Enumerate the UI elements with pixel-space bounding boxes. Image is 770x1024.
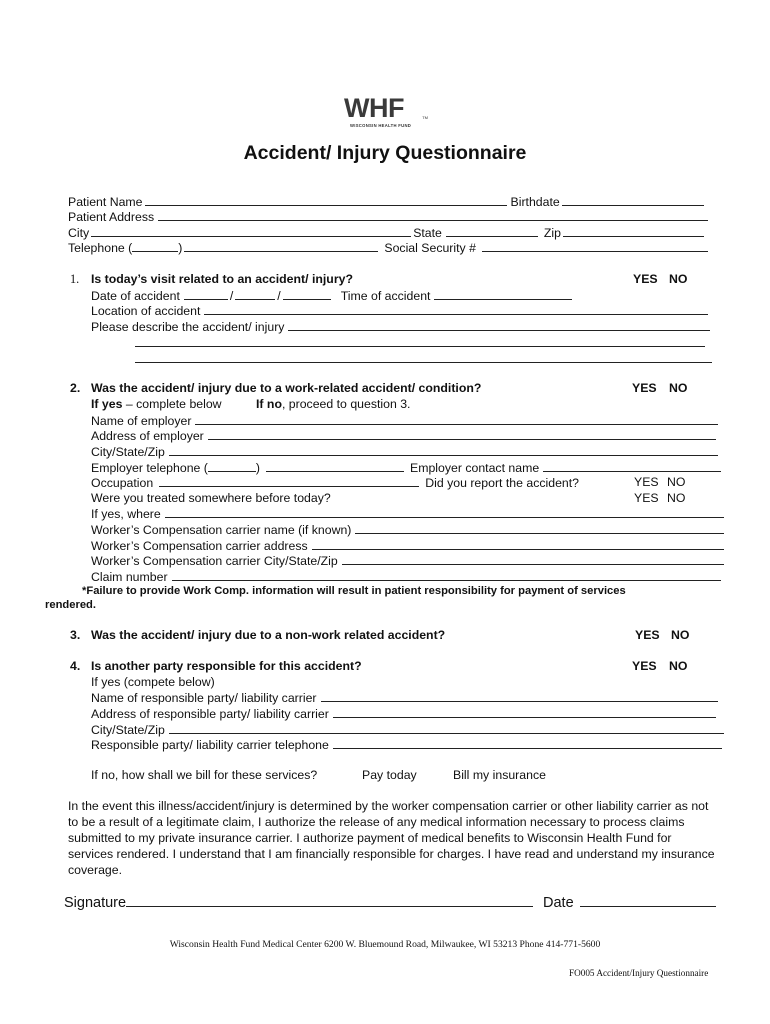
location-field[interactable]	[204, 303, 708, 315]
q2-instructions	[91, 397, 222, 412]
signature-date-label: Date	[543, 895, 574, 911]
q4-no[interactable]: NO	[669, 659, 688, 673]
employer-tel-field[interactable]	[266, 460, 404, 472]
party-address-row	[91, 706, 716, 722]
employer-telephone-row	[91, 460, 721, 476]
employer-name-field[interactable]	[195, 413, 718, 425]
time-of-accident-field[interactable]	[434, 288, 572, 300]
telephone-row	[68, 240, 708, 256]
telephone-paren: )	[178, 241, 183, 255]
q3-yes[interactable]: YES	[635, 628, 660, 642]
patient-name-row	[68, 194, 704, 210]
describe-field[interactable]	[288, 319, 710, 331]
carrier-name-row	[91, 522, 724, 538]
claim-number-row	[91, 569, 721, 585]
report-accident-question: Did you report the accident?	[425, 476, 580, 490]
whf-logo	[344, 93, 428, 131]
q1-number: 1.	[70, 272, 80, 286]
treated-where-row	[91, 506, 724, 522]
time-of-accident-label: Time of accident	[340, 289, 431, 303]
patient-address-label: Patient Address	[68, 210, 155, 224]
claim-number-label: Claim number	[91, 570, 168, 584]
employer-name-label: Name of employer	[91, 414, 192, 428]
treated-no[interactable]: NO	[667, 491, 686, 505]
q1-location-row	[91, 303, 708, 319]
report-no[interactable]: NO	[667, 475, 686, 489]
q2-no[interactable]: NO	[669, 381, 688, 395]
occupation-label: Occupation	[91, 476, 154, 490]
telephone-area-field[interactable]	[132, 240, 178, 252]
employer-telephone-label: Employer telephone (	[91, 461, 208, 475]
signature-field[interactable]	[126, 893, 533, 907]
city-field[interactable]	[91, 225, 411, 237]
treated-where-label: If yes, where	[91, 507, 161, 521]
party-telephone-field[interactable]	[333, 737, 722, 749]
signature-date-row	[543, 893, 718, 912]
party-address-field[interactable]	[333, 706, 716, 718]
describe-line-2[interactable]	[135, 346, 705, 347]
q1-question: Is today’s visit related to an accident/ injury?	[91, 272, 353, 286]
carrier-address-field[interactable]	[312, 538, 724, 550]
zip-label: Zip	[543, 226, 561, 240]
claim-number-field[interactable]	[172, 569, 721, 581]
employer-address-label: Address of employer	[91, 429, 204, 443]
ssn-field[interactable]	[482, 240, 708, 252]
state-label: State	[413, 226, 442, 240]
employer-address-row	[91, 428, 716, 444]
employer-address-field[interactable]	[208, 428, 716, 440]
employer-contact-field[interactable]	[543, 460, 721, 472]
q2-if-yes: If yes	[91, 397, 123, 411]
party-csz-field[interactable]	[169, 722, 724, 734]
work-comp-warning: *Failure to provide Work Comp. information will result in patient responsibility for payment of services	[82, 585, 626, 597]
form-id: FO005 Accident/Injury Questionnaire	[569, 968, 709, 978]
carrier-csz-label: Worker’s Compensation carrier City/State/Zip	[91, 554, 338, 568]
birthdate-label: Birthdate	[510, 195, 560, 209]
employer-csz-row	[91, 444, 718, 460]
carrier-csz-field[interactable]	[342, 553, 724, 565]
city-label: City	[68, 226, 90, 240]
party-csz-row	[91, 722, 724, 738]
treated-before-question: Were you treated somewhere before today?	[91, 491, 331, 505]
logo-wordmark: WHF	[344, 93, 404, 123]
patient-address-field[interactable]	[158, 209, 708, 221]
ssn-label: Social Security #	[384, 241, 476, 255]
signature-label: Signature	[64, 895, 127, 911]
patient-name-field[interactable]	[145, 194, 507, 206]
telephone-field[interactable]	[184, 240, 378, 252]
treated-where-field[interactable]	[165, 506, 724, 518]
q1-yes[interactable]: YES	[633, 272, 658, 286]
q1-describe-row	[91, 319, 710, 335]
date-slash: /	[277, 289, 281, 303]
q2-if-no-rest: , proceed to question 3.	[281, 397, 411, 411]
q1-date-row	[91, 288, 574, 304]
city-state-zip-row	[68, 225, 704, 241]
report-yes[interactable]: YES	[634, 475, 659, 489]
location-label: Location of accident	[91, 304, 201, 318]
q4-yes[interactable]: YES	[632, 659, 657, 673]
billing-question: If no, how shall we bill for these services?	[91, 768, 318, 782]
q4-number: 4.	[70, 659, 81, 673]
accident-day-field[interactable]	[235, 288, 275, 300]
logo-trademark: TM	[422, 115, 428, 120]
q2-number: 2.	[70, 381, 81, 395]
employer-name-row	[91, 413, 718, 429]
q2-question: Was the accident/ injury due to a work-related accident/ condition?	[91, 381, 482, 395]
party-telephone-label: Responsible party/ liability carrier telephone	[91, 738, 329, 752]
occupation-field[interactable]	[159, 475, 419, 487]
page-title: Accident/ Injury Questionnaire	[243, 142, 527, 164]
carrier-address-row	[91, 538, 724, 554]
signature-row	[64, 893, 535, 912]
accident-year-field[interactable]	[283, 288, 331, 300]
logo-subtitle: WISCONSIN HEALTH FUND	[350, 123, 412, 128]
party-address-label: Address of responsible party/ liability carrier	[91, 707, 329, 721]
party-name-label: Name of responsible party/ liability carrier	[91, 691, 317, 705]
q2-if-no-instruction	[256, 397, 410, 412]
work-comp-warning-cont: rendered.	[45, 599, 96, 611]
q2-yes[interactable]: YES	[632, 381, 657, 395]
employer-tel-paren: )	[255, 461, 260, 475]
occupation-row	[91, 475, 579, 491]
q3-number: 3.	[70, 628, 81, 642]
signature-date-field[interactable]	[580, 893, 716, 907]
carrier-name-label: Worker’s Compensation carrier name (if known)	[91, 523, 352, 537]
birthdate-field[interactable]	[562, 194, 704, 206]
party-csz-label: City/State/Zip	[91, 723, 165, 737]
describe-label: Please describe the accident/ injury	[91, 320, 285, 334]
zip-field[interactable]	[563, 225, 704, 237]
telephone-label: Telephone (	[68, 241, 133, 255]
bill-insurance-option[interactable]: Bill my insurance	[453, 768, 546, 782]
patient-name-label: Patient Name	[68, 195, 143, 209]
q3-question: Was the accident/ injury due to a non-work related accident?	[91, 628, 446, 642]
patient-address-row	[68, 209, 708, 225]
date-slash: /	[229, 289, 234, 303]
employer-csz-label: City/State/Zip	[91, 445, 165, 459]
q4-if-yes: If yes (compete below)	[91, 675, 215, 689]
q2-if-no: If no	[256, 397, 282, 411]
accident-month-field[interactable]	[184, 288, 228, 300]
q3-no[interactable]: NO	[671, 628, 690, 642]
carrier-csz-row	[91, 553, 724, 569]
describe-line-3[interactable]	[135, 362, 712, 363]
q2-if-yes-rest: – complete below	[122, 397, 222, 411]
authorization-statement: In the event this illness/accident/injury is determined by the worker compensation carrier or other liability carrier as not to be a result of a legitimate claim, I authorize the release of any medical information necessary to process claims submitted to my private insurance carrier. I authorize payment of medical benefits to Wisconsin Health Fund for services rendered. I understand that I am financially responsible for charges. I have read and understand my insurance coverage.	[68, 799, 715, 877]
carrier-name-field[interactable]	[355, 522, 724, 534]
employer-csz-field[interactable]	[169, 444, 718, 456]
state-field[interactable]	[446, 225, 538, 237]
party-telephone-row	[91, 737, 722, 753]
employer-contact-label: Employer contact name	[410, 461, 540, 475]
employer-tel-area-field[interactable]	[208, 460, 256, 472]
treated-yes[interactable]: YES	[634, 491, 659, 505]
q4-question: Is another party responsible for this accident?	[91, 659, 362, 673]
pay-today-option[interactable]: Pay today	[362, 768, 417, 782]
footer-address: Wisconsin Health Fund Medical Center 6200 W. Bluemound Road, Milwaukee, WI 53213 Phone 414-771-5600	[169, 939, 601, 950]
party-name-field[interactable]	[321, 690, 718, 702]
q1-no[interactable]: NO	[669, 272, 688, 286]
date-of-accident-label: Date of accident	[91, 289, 180, 303]
carrier-address-label: Worker’s Compensation carrier address	[91, 539, 308, 553]
party-name-row	[91, 690, 718, 706]
